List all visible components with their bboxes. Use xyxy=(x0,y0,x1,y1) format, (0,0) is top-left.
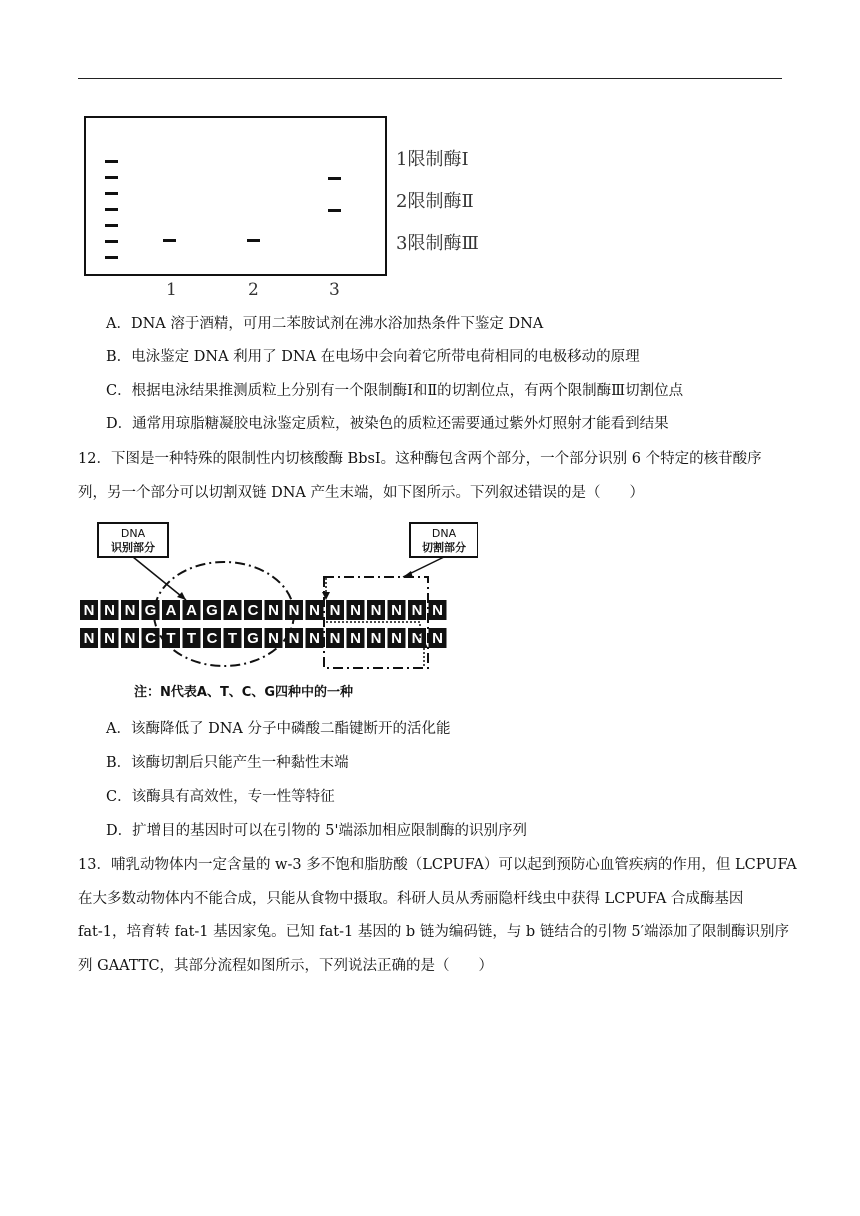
lane-4-band-upper xyxy=(328,177,341,180)
gel-electrophoresis-figure xyxy=(78,110,508,300)
figure-note: 注：N代表A、T、C、G四种中的一种 xyxy=(134,685,354,700)
bottom-strand-base: C xyxy=(206,630,218,647)
lane-2-band xyxy=(163,239,176,242)
bottom-strand-base: N xyxy=(288,630,300,647)
bbsi-enzyme-figure xyxy=(78,518,478,704)
bottom-strand-base: N xyxy=(104,630,115,647)
top-strand-base: N xyxy=(309,602,320,619)
bottom-strand-base: T xyxy=(186,630,197,647)
top-strand-base: N xyxy=(288,602,300,619)
bottom-strand-base: N xyxy=(411,630,423,647)
box-left-line1: DNA xyxy=(120,527,146,540)
bottom-strand-base: N xyxy=(268,630,279,647)
lane-1-bands xyxy=(105,160,118,259)
box-right-line1: DNA xyxy=(431,527,457,540)
bottom-strand-base: N xyxy=(309,630,320,647)
q11-option-b: B．电泳鉴定 DNA 利用了 DNA 在电场中会向着它所带电荷相同的电极移动的原理 xyxy=(106,349,640,365)
top-strand-base: N xyxy=(124,602,136,619)
lane-label-3: 3 xyxy=(329,280,340,300)
top-strand-base: N xyxy=(104,602,115,619)
lane-3-band xyxy=(247,239,260,242)
top-strand-base: N xyxy=(329,602,341,619)
gel-legend-2: 2限制酶Ⅱ xyxy=(396,191,474,212)
bottom-strand-base: G xyxy=(247,630,259,647)
bottom-strand-base: T xyxy=(227,630,238,647)
q11-option-a: A．DNA 溶于酒精，可用二苯胺试剂在沸水浴加热条件下鉴定 DNA xyxy=(106,316,544,332)
q12-option-a: A．该酶降低了 DNA 分子中磷酸二酯键断开的活化能 xyxy=(106,721,451,737)
q12-option-b: B．该酶切割后只能产生一种黏性末端 xyxy=(106,755,349,771)
bottom-strand-base: N xyxy=(350,630,361,647)
top-strand-base: A xyxy=(186,602,197,619)
top-strand-base: A xyxy=(165,602,177,619)
q13-line4: 列 GAATTC，其部分流程如图所示，下列说法正确的是（ ） xyxy=(78,958,494,974)
top-strand xyxy=(80,600,447,620)
q13-line3: fat-1，培育转 fat-1 基因家兔。已知 fat-1 基因的 b 链为编码链，与 b 链结合的引物 5′端添加了限制酶识别序 xyxy=(78,924,789,940)
box-right-line2: 切割部分 xyxy=(422,541,466,554)
bottom-strand-base: N xyxy=(432,630,443,647)
lane-4-band-lower xyxy=(328,209,341,212)
q13-line2: 在大多数动物体内不能合成，只能从食物中摄取。科研人员从秀丽隐杆线虫中获得 LCPUFA 合成酶基因 xyxy=(78,891,744,907)
top-strand-base: N xyxy=(370,602,382,619)
top-strand-base: G xyxy=(206,602,218,619)
top-strand-base: N xyxy=(432,602,443,619)
bottom-strand xyxy=(80,628,447,648)
bottom-strand-base: N xyxy=(83,630,95,647)
top-strand-base: N xyxy=(268,602,279,619)
top-strand-base: N xyxy=(391,602,402,619)
box-left-line2: 识别部分 xyxy=(111,541,155,554)
bottom-strand-base: T xyxy=(166,630,176,647)
top-strand-base: N xyxy=(350,602,361,619)
gel-frame xyxy=(85,117,386,275)
q13-line1: 13．哺乳动物体内一定含量的 w-3 多不饱和脂肪酸（LCPUFA）可以起到预防心血管疾病的作用，但 LCPUFA xyxy=(78,857,797,873)
top-strand-base: N xyxy=(83,602,95,619)
header-rule xyxy=(78,78,782,79)
top-strand-base: G xyxy=(144,602,157,619)
top-strand-base: N xyxy=(411,602,423,619)
q11-option-c: C．根据电泳结果推测质粒上分别有一个限制酶Ⅰ和Ⅱ的切割位点，有两个限制酶Ⅲ切割位点 xyxy=(106,383,684,399)
q12-option-c: C．该酶具有高效性，专一性等特征 xyxy=(106,789,335,805)
bottom-strand-base: N xyxy=(391,630,402,647)
bottom-strand-base: C xyxy=(145,630,156,647)
lane-label-2: 2 xyxy=(248,280,259,300)
bottom-strand-base: N xyxy=(124,630,136,647)
gel-legend-3: 3限制酶Ⅲ xyxy=(396,233,479,254)
top-strand-base: A xyxy=(227,602,238,619)
top-strand-base: C xyxy=(247,602,259,619)
bottom-strand-base: N xyxy=(370,630,382,647)
q12-stem-line2: 列，另一个部分可以切割双链 DNA 产生末端，如下图所示。下列叙述错误的是（ ） xyxy=(78,485,644,501)
q12-stem-line1: 12．下图是一种特殊的限制性内切核酸酶 BbsI。这种酶包含两个部分，一个部分识别 6 个特定的核苷酸序 xyxy=(78,451,762,467)
lane-label-1: 1 xyxy=(166,280,177,300)
bottom-strand-base: N xyxy=(329,630,341,647)
q12-option-d: D．扩增目的基因时可以在引物的 5'端添加相应限制酶的识别序列 xyxy=(106,823,527,839)
gel-legend-1: 1限制酶Ⅰ xyxy=(396,149,469,170)
q11-option-d: D．通常用琼脂糖凝胶电泳鉴定质粒，被染色的质粒还需要通过紫外灯照射才能看到结果 xyxy=(106,416,669,432)
